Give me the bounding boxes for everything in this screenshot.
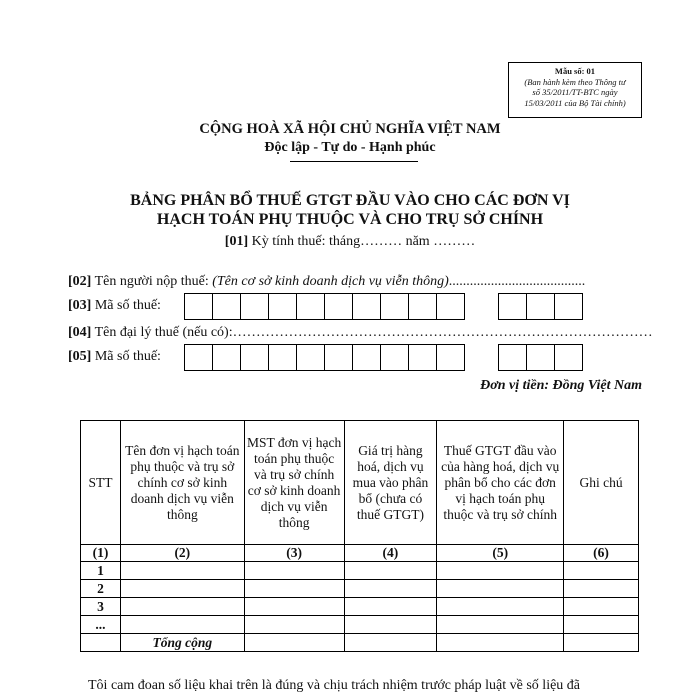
column-number: (1) [81,545,121,562]
table-cell[interactable] [244,562,344,580]
table-cell[interactable] [120,616,244,634]
taxpayer-code: [02] [68,274,92,289]
agent-tax-id-digit[interactable] [296,344,325,371]
tax-id-branch-digit[interactable] [498,293,527,320]
table-cell[interactable] [344,562,437,580]
agent-tax-id-digit[interactable] [184,344,213,371]
tax-id-branch-boxes[interactable] [498,293,583,320]
table-cell[interactable] [120,562,244,580]
agent-tax-id-code: [05] [68,349,92,364]
declaration-text: Tôi cam đoan số liệu khai trên là đúng và chịu trách nhiệm trước pháp luật về số liệu đã [88,678,581,693]
tax-agent-label: Tên đại lý thuế (nếu có): [91,325,233,340]
agent-tax-id-branch-boxes[interactable] [498,344,583,371]
tax-id-digit[interactable] [184,293,213,320]
form-legal-basis-1: (Ban hành kèm theo Thông tư [524,76,626,87]
tax-id-digit[interactable] [212,293,241,320]
column-number: (6) [564,545,639,562]
agent-tax-id-digit[interactable] [212,344,241,371]
header-purchase-value: Giá trị hàng hoá, dịch vụ mua vào phân bổ (chưa có thuế GTGT) [344,421,437,545]
agent-tax-id-digit[interactable] [268,344,297,371]
row-index: 2 [81,580,121,598]
tax-id-code: [03] [68,298,92,313]
agent-tax-id-digit[interactable] [352,344,381,371]
table-cell[interactable] [564,598,639,616]
column-number: (3) [244,545,344,562]
taxpayer-label: Tên người nộp thuế: [91,274,213,289]
table-cell[interactable] [564,580,639,598]
table-header-row [81,421,639,545]
tax-agent-field [68,325,653,341]
agent-tax-id-digit-boxes[interactable] [184,344,465,371]
agent-tax-id-label: Mã số thuế: [91,349,161,364]
header-stt: STT [81,421,121,545]
table-cell[interactable] [244,598,344,616]
document-title-line-2: HẠCH TOÁN PHỤ THUỘC VÀ CHO TRỤ SỞ CHÍNH [156,211,544,228]
agent-tax-id-digit[interactable] [240,344,269,371]
agent-tax-id-digit[interactable] [324,344,353,371]
table-cell[interactable] [344,580,437,598]
agent-tax-id-digit[interactable] [436,344,465,371]
total-label: Tổng cộng [120,634,244,652]
row-index: 3 [81,598,121,616]
column-number-row [81,545,639,562]
tax-id-digit[interactable] [408,293,437,320]
national-motto: Độc lập - Tự do - Hạnh phúc [264,140,436,155]
table-cell[interactable] [564,616,639,634]
table-cell[interactable] [244,616,344,634]
table-row [81,598,639,616]
table-cell[interactable] [244,580,344,598]
tax-agent-dots[interactable]: ……………………………………………………………………………… [232,325,653,340]
tax-id-branch-digit[interactable] [526,293,555,320]
agent-tax-id-digit[interactable] [380,344,409,371]
currency-unit: Đơn vị tiền: Đồng Việt Nam [480,378,642,393]
tax-period [0,234,700,250]
table-cell[interactable] [120,580,244,598]
tax-id-digit[interactable] [436,293,465,320]
form-number-box [508,62,642,118]
motto-underline [290,161,418,162]
table-cell[interactable] [344,616,437,634]
header-input-vat: Thuế GTGT đầu vào của hàng hoá, dịch vụ phân bổ cho các đơn vị hạch toán phụ thuộc và trụ sở chính [437,421,564,545]
total-row [81,634,639,652]
agent-tax-id-field [68,349,161,365]
tax-period-code: [01] [224,234,249,249]
column-number: (4) [344,545,437,562]
tax-id-digit[interactable] [296,293,325,320]
tax-id-digit[interactable] [268,293,297,320]
header-unit-name: Tên đơn vị hạch toán phụ thuộc và trụ sở chính cơ sở kinh doanh dịch vụ viễn thông [120,421,244,545]
table-cell[interactable] [564,562,639,580]
taxpayer-dots: ....................................... [448,274,586,289]
tax-id-digit[interactable] [352,293,381,320]
header-notes: Ghi chú [564,421,639,545]
tax-id-digit[interactable] [380,293,409,320]
taxpayer-name-field [68,274,585,290]
table-cell[interactable] [437,562,564,580]
agent-tax-id-branch-digit[interactable] [498,344,527,371]
table-cell[interactable] [437,616,564,634]
nation-heading: CỘNG HOÀ XÃ HỘI CHỦ NGHĨA VIỆT NAM [199,121,501,137]
column-number: (2) [120,545,244,562]
table-cell[interactable] [344,634,437,652]
column-number: (5) [437,545,564,562]
table-row [81,562,639,580]
table-cell[interactable] [437,598,564,616]
tax-id-digit[interactable] [324,293,353,320]
tax-id-branch-digit[interactable] [554,293,583,320]
form-number: Mẫu số: 01 [554,66,596,76]
header-unit-tax-id: MST đơn vị hạch toán phụ thuộc và trụ sở chính cơ sở kinh doanh dịch vụ viễn thông [244,421,344,545]
table-cell[interactable] [120,598,244,616]
table-row [81,580,639,598]
table-cell[interactable] [344,598,437,616]
row-index: 1 [81,562,121,580]
table-cell[interactable] [564,634,639,652]
allocation-table [80,420,639,652]
agent-tax-id-branch-digit[interactable] [526,344,555,371]
agent-tax-id-digit[interactable] [408,344,437,371]
table-cell [81,634,121,652]
table-cell[interactable] [244,634,344,652]
table-cell[interactable] [437,580,564,598]
taxpayer-value[interactable]: (Tên cơ sở kinh doanh dịch vụ viễn thông) [212,274,449,289]
document-title-line-1: BẢNG PHÂN BỔ THUẾ GTGT ĐẦU VÀO CHO CÁC ĐƠN VỊ [130,192,570,209]
row-index: ... [81,616,121,634]
tax-id-field [68,298,161,314]
agent-tax-id-branch-digit[interactable] [554,344,583,371]
tax-id-label: Mã số thuế: [91,298,161,313]
form-legal-basis-2: số 35/2011/TT-BTC ngày [532,87,618,97]
table-cell[interactable] [437,634,564,652]
tax-id-digit-boxes[interactable] [184,293,465,320]
tax-agent-code: [04] [68,325,92,340]
form-legal-basis-3: 15/03/2011 của Bộ Tài chính) [524,97,626,108]
table-row [81,616,639,634]
tax-period-text[interactable]: Kỳ tính thuế: tháng……… năm ……… [248,234,476,249]
tax-id-digit[interactable] [240,293,269,320]
